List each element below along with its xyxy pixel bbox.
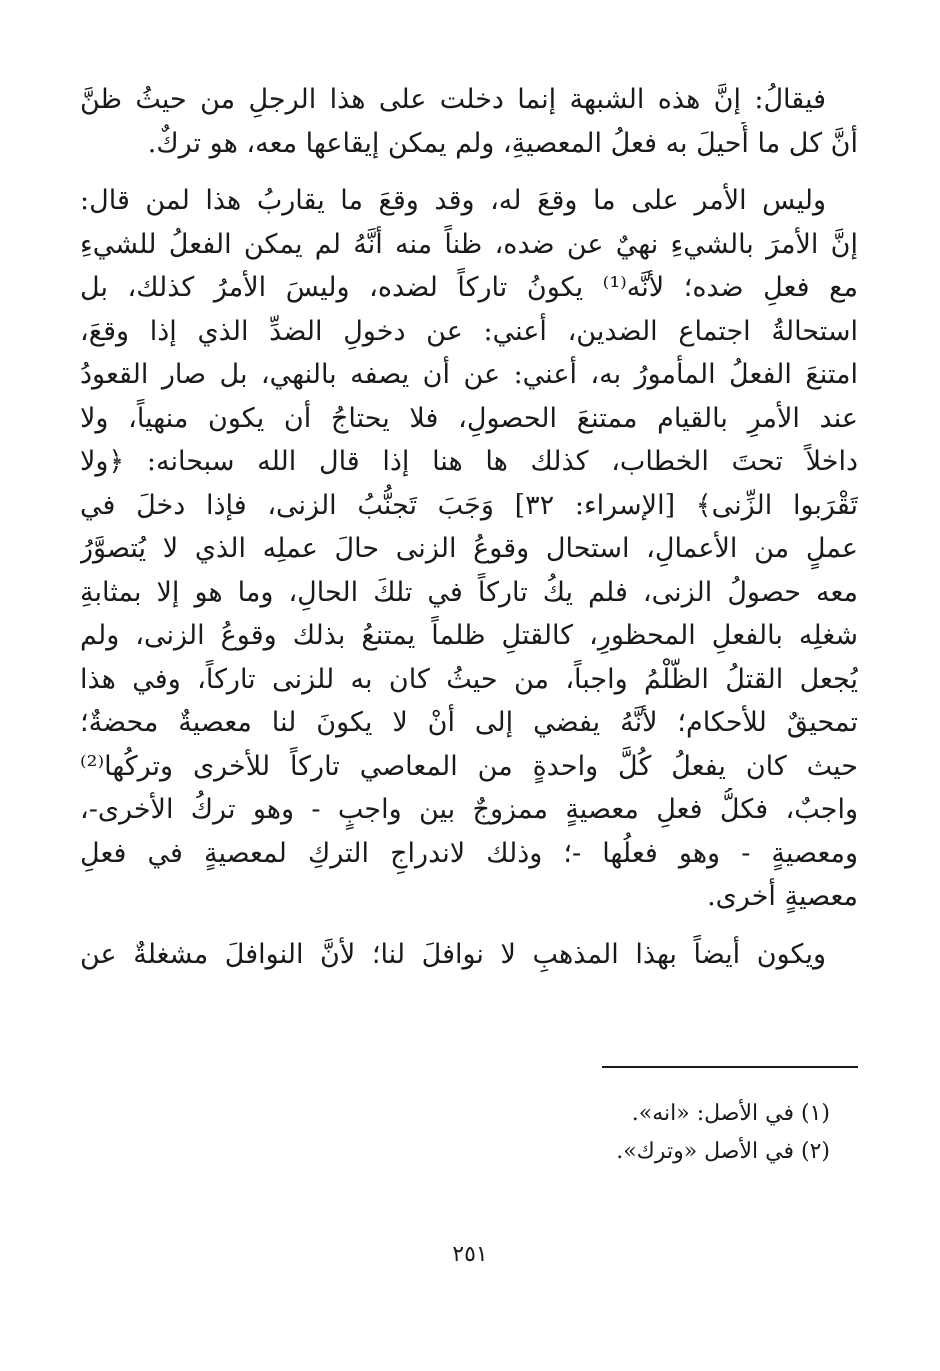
text-line: ويكون أيضاً بهذا المذهبِ لا نوافلَ لنا؛ لأنَّ النوافلَ مشغلةٌ عن (80, 938, 826, 970)
text-line: ومعصيةٍ - وهو فعلُها -؛ وذلك لاندراجِ التركِ لمعصيةٍ في فعلِ (80, 837, 858, 869)
text-line: تَقْرَبوا الزِّنى﴾ [الإسراء: ٣٢] وَجَبَ تَجنُّبُ الزنى، فإذا دخلَ في (80, 489, 858, 521)
text-line: داخلاً تحتَ الخطاب، كذلك ها هنا إذا قال الله سبحانه: ﴿ولا (80, 446, 858, 477)
footnotes (130, 1095, 830, 1171)
text-line: عند الأمرِ بالقيام ممتنعَ الحصولِ، فلا يحتاجُ أن يكون منهياً، ولا (80, 402, 858, 434)
text-line: حيث كان يفعلُ كُلَّ واحدةٍ من المعاصي تاركاً للأخرى وتركُها⁽²⁾ (80, 750, 858, 782)
text-line: مع فعلِ ضده؛ لأنَّه⁽¹⁾ يكونُ تاركاً لضده، وليسَ الأمرُ كذلك، بل (80, 272, 858, 303)
text-line: امتنعَ الفعلُ المأمورُ به، أعني: عن أن يصفه بالنهي، بل صار القعودُ (80, 359, 858, 390)
text-line: شغلِه بالفعلِ المحظورِ، كالقتلِ ظلماً يمتنعُ بذلك وقوعُ الزنى، ولم (80, 620, 858, 651)
text-line: إنَّ الأمرَ بالشيءِ نهيٌ عن ضده، ظناً منه أنَّهُ لم يمكن الفعلُ للشيءِ (80, 228, 858, 260)
footnote: (١) في الأصل: «انه». (631, 1101, 830, 1126)
text-line: معصيةٍ أخرى. (707, 881, 858, 912)
paragraph (80, 78, 858, 165)
text-line: أنَّ كل ما أُحيلَ به فعلُ المعصيةِ، ولم يمكن إيقاعها معه، هو تركٌ. (147, 127, 858, 159)
main-text (80, 78, 858, 976)
text-line: يُجعل القتلُ الظُّلْمُ واجباً، من حيثُ كان به للزنى تاركاً، وفي هذا (80, 663, 858, 695)
text-line: استحالةُ اجتماع الضدين، أعني: عن دخولِ الضدِّ الذي إذا وقعَ، (80, 315, 858, 347)
text-line: تمحيقٌ للأحكام؛ لأنَّهُ يفضي إلى أنْ لا يكونَ لنا معصيةٌ محضةٌ؛ (80, 707, 858, 738)
text-line: معه حصولُ الزنى، فلم يكُ تاركاً في تلكَ الحالِ، وما هو إلا بمثابةِ (80, 576, 858, 608)
page-number: ٢٥١ (452, 1242, 488, 1267)
text-line: واجبٌ، فكلُّ فعلِ معصيةٍ ممزوجٌ بين واجبٍ - وهو تركُ الأخرى-، (80, 794, 858, 825)
paragraph (80, 179, 858, 919)
footnote-separator (602, 1066, 858, 1068)
text-line: فيقالُ: إنَّ هذه الشبهة إنما دخلت على هذا الرجلِ من حيثُ ظنَّ (80, 84, 826, 115)
paragraph (80, 933, 858, 977)
text-line: وليس الأمر على ما وقعَ له، وقد وقعَ ما يقاربُ هذا لمن قال: (80, 185, 826, 216)
text-line: عملٍ من الأعمالِ، استحال وقوعُ الزنى حالَ عملِه الذي لا يُتصوَّرُ (80, 533, 858, 564)
footnote: (٢) في الأصل «وترك». (616, 1139, 830, 1164)
